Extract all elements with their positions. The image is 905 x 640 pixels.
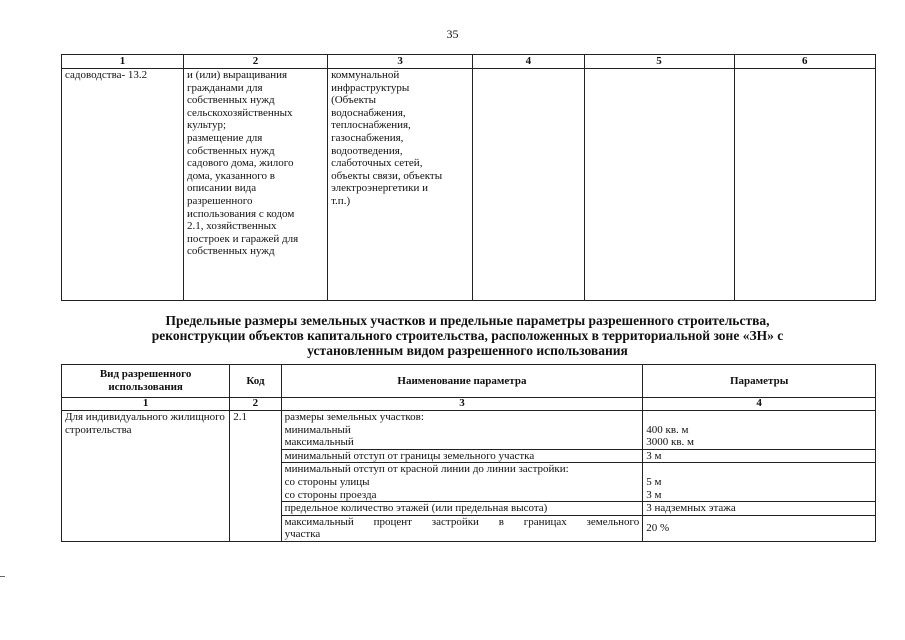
text-line: описании вида [187,182,257,195]
header-use-type: Вид разрешенного использования [62,365,230,398]
continuation-table [61,54,876,301]
text-line: водоснабжения, [331,106,406,119]
empty-cell [734,69,875,301]
page-number: 35 [446,27,459,41]
column-number-row [62,55,876,69]
heading-line: Предельные размеры земельных участков и предельные параметры разрешенного строительства, [165,313,770,328]
margin-mark [0,576,5,577]
use-type-text: садоводства- 13.2 [65,69,148,81]
col-number: 1 [62,398,230,411]
param-value: 3 м [646,488,662,501]
parameters-table [61,364,876,542]
header-params: Параметры [643,365,876,398]
param-value-cell: 3 надземных этажа [643,502,876,516]
param-name-cell: предельное количество этажей (или предельная высота) [281,502,643,516]
description-lines [187,69,324,258]
header-row [62,365,876,398]
table-row [62,411,876,450]
param-value-cell [643,463,876,502]
param-label: максимальный процент застройки в границах земельного [284,515,640,528]
param-label: участка [284,528,321,541]
param-name-cell [281,411,643,450]
text-line: гражданами для [187,81,263,94]
code-cell: 2.1 [230,411,281,542]
col-number: 3 [281,398,643,411]
param-name-cell [281,515,643,541]
text-line: собственных нужд [187,144,275,157]
infrastructure-cell [328,69,473,301]
text-line: т.п.) [331,194,351,207]
col-number: 5 [584,55,734,69]
text-line: объекты связи, объекты [331,169,443,182]
col-number: 3 [328,55,473,69]
param-name-cell [281,463,643,502]
text-line: сельскохозяйственных [187,106,293,119]
infrastructure-lines [331,69,469,208]
text-line: коммунальной [331,69,400,81]
param-label: со стороны улицы [284,475,370,488]
text-line: культур; [187,119,227,132]
text-line: построек и гаражей для [187,232,299,245]
param-label: размеры земельных участков: [284,411,424,423]
text-line: водоотведения, [331,144,403,157]
param-label: минимальный отступ от красной линии до линии застройки: [284,463,569,476]
use-type-cell: Для индивидуального жилищного строительства [62,411,230,542]
text-line: разрешенного [187,194,253,207]
empty-cell [473,69,584,301]
text-line: использования с кодом [187,207,295,220]
column-number-row [62,398,876,411]
col-number: 4 [473,55,584,69]
param-value-cell [643,411,876,450]
text-line: дома, указанного в [187,169,275,182]
description-cell [184,69,328,301]
text-line: (Объекты [331,94,376,107]
use-type-cell [62,69,184,301]
heading-line: установленным видом разрешенного использования [307,343,628,358]
param-label: со стороны проезда [284,488,377,501]
text-line: 2.1, хозяйственных [187,220,277,233]
col-number: 6 [734,55,875,69]
param-value-cell: 3 м [643,449,876,463]
param-value: 3000 кв. м [646,436,695,449]
header-code: Код [230,365,281,398]
text-line: садового дома, жилого [187,157,294,170]
param-name-cell: минимальный отступ от границы земельного участка [281,449,643,463]
col-number: 4 [643,398,876,411]
text-line: собственных нужд [187,94,275,107]
col-number: 2 [230,398,281,411]
param-label: максимальный [284,436,354,449]
col-number: 1 [62,55,184,69]
param-label: минимальный [284,423,351,436]
param-value: 5 м [646,475,662,488]
param-value-cell: 20 % [643,515,876,541]
text-line: теплоснабжения, [331,119,411,132]
text-line: инфраструктуры [331,81,410,94]
section-heading [60,313,875,358]
text-line: и (или) выращивания [187,69,288,81]
text-line: слаботочных сетей, [331,157,423,170]
text-line: газоснабжения, [331,131,404,144]
text-line: собственных нужд [187,245,275,258]
col-number: 2 [184,55,328,69]
param-value: 400 кв. м [646,423,689,436]
text-line: размещение для [187,131,263,144]
text-line: электроэнергетики и [331,182,429,195]
empty-cell [584,69,734,301]
table-row [62,69,876,301]
header-param-name: Наименование параметра [281,365,643,398]
heading-line: реконструкции объектов капитального строительства, расположенных в территориальной зоне «ЗН» с [151,328,784,343]
